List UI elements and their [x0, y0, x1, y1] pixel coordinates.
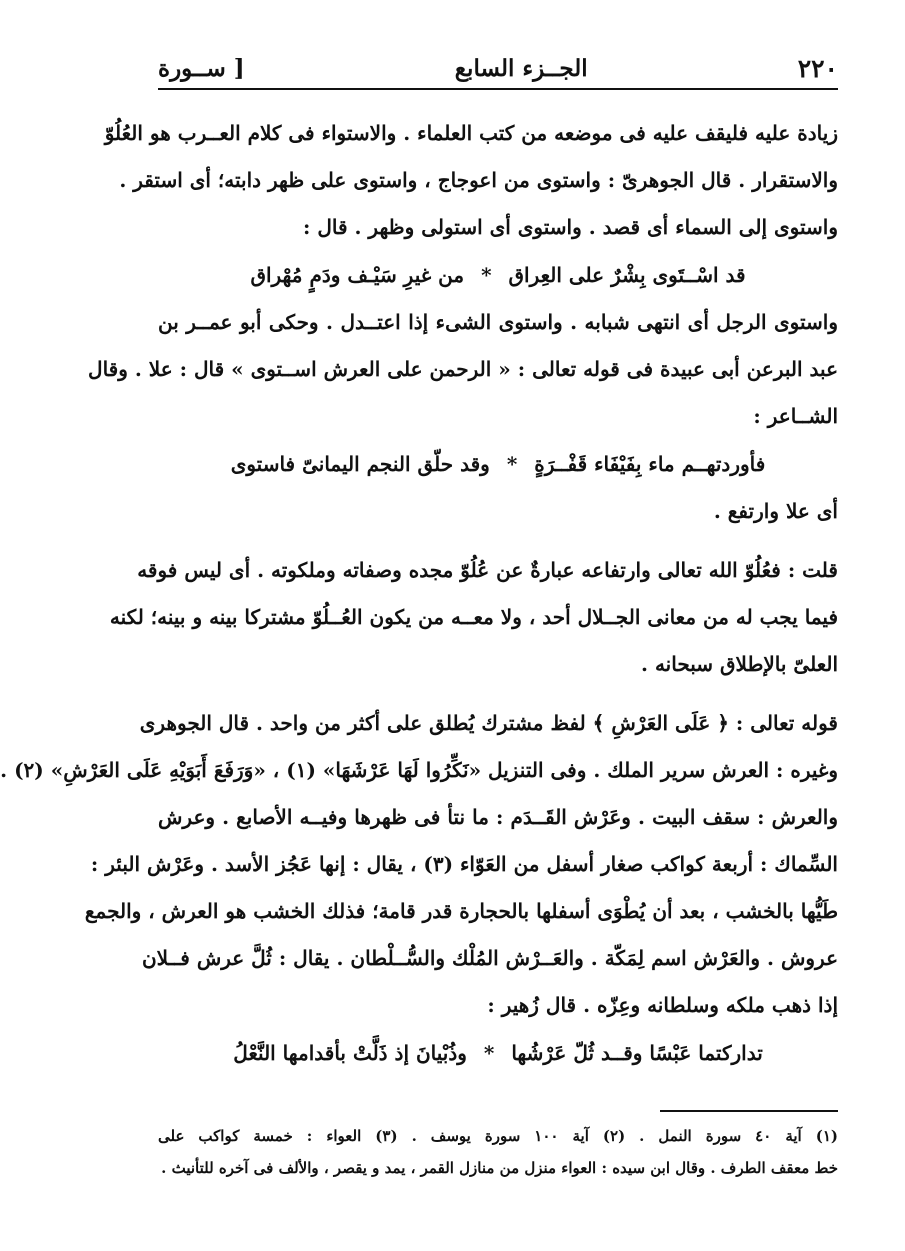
text-line: طَيُّها بالخشب ، بعد أن يُطْوَى أسفلها بالحجارة قدر قامة؛ فذلك الخشب هو العرش ، والجمع — [84, 899, 838, 923]
verse-separator-icon: * — [506, 452, 518, 476]
footnote-line: خط معقف الطرف . وقال ابن سيده : العواء منزل من منازل القمر ، يمد و يقصر ، والألف فى آخره للتأنيث . — [161, 1159, 838, 1177]
text-line: قلت : فعُلُوّ الله تعالى وارتفاعه عبارةٌ عن عُلُوّ مجده وصفاته وملكوته . أى ليس فوقه — [137, 558, 838, 582]
text-line: قوله تعالى : ﴿ عَلَى العَرْشِ ﴾ لفظ مشترك يُطلق على أكثر من واحد . قال الجوهرى — [139, 711, 838, 735]
verse-hemistich: فأوردتهــم ماء بِفَيْفَاء قَفْــرَةٍ — [534, 452, 766, 476]
text-line: الشــاعر : — [753, 404, 838, 428]
text-line: العلىّ بالإطلاق سبحانه . — [641, 652, 838, 676]
verse-hemistich: قد اسْــتَوى بِشْرٌ على العِراق — [508, 263, 746, 287]
poetry-verse — [158, 259, 838, 307]
text-line: والعرش : سقف البيت . وعَرْش القَــدَم : ما نتأ فى ظهرها وفيــه الأصابع . وعرش — [158, 805, 838, 829]
footnotes — [158, 1124, 838, 1188]
text-line: والاستقرار . قال الجوهرىّ : واستوى من اعوجاج ، واستوى على ظهر دابته؛ أى استقر . — [119, 168, 838, 192]
verse-hemistich: وذُبْيانَ إذ ذَلَّتْ بأقدامها النَّعْلُ — [233, 1041, 467, 1065]
running-header — [158, 48, 838, 90]
part-title: الجــزء السابع — [454, 54, 588, 82]
text-line: إذا ذهب ملكه وسلطانه وعِزّه . قال زُهير : — [487, 993, 838, 1017]
text-line: أى علا وارتفع . — [713, 499, 838, 523]
text-line: عبد البرعن أبى عبيدة فى قوله تعالى : « الرحمن على العرش اســتوى » قال : علا . وقال — [88, 357, 838, 381]
verse-hemistich: من غيرِ سَيْـف ودَمٍ مُهْراق — [250, 263, 465, 287]
text-line: زيادة عليه فليقف عليه فى موضعه من كتب العلماء . والاستواء فى كلام العــرب هو العُلُوّ — [104, 121, 838, 145]
page-number: ٢٢٠ — [797, 53, 838, 83]
verse-separator-icon: * — [481, 263, 492, 287]
text-line: عروش . والعَرْش اسم لِمَكّة . والعَــرْش المُلْك والسُّــلْطان . يقال : ثُلَّ عرش فــلان — [141, 946, 838, 970]
footnote-line: (١) آية ٤٠ سورة النمل . (٢) آية ١٠٠ سورة يوسف . (٣) العواء : خمسة كواكب على — [158, 1127, 838, 1145]
verse-hemistich: تداركتما عَبْسًا وقــد ثُلّ عَرْشُها — [511, 1041, 763, 1065]
text-line: واستوى الرجل أى انتهى شبابه . واستوى الشىء إذا اعتــدل . وحكى أبو عمــر بن — [158, 310, 838, 334]
poetry-verse — [158, 448, 838, 496]
main-text — [0, 118, 838, 1085]
text-line: فيما يجب له من معانى الجــلال أحد ، ولا معــه من يكون العُــلُوّ مشتركا بينه و بينه؛ لكنه — [109, 605, 838, 629]
verse-separator-icon: * — [483, 1041, 495, 1065]
surah-label: [ ســورة — [158, 54, 245, 82]
text-line: السِّماك : أربعة كواكب صغار أسفل من العَوّاء (٣) ، يقال : إنها عَجُز الأسد . وعَرْش البئر : — [90, 852, 838, 876]
footnote-divider — [660, 1110, 838, 1112]
verse-hemistich: وقد حلّق النجم اليمانىّ فاستوى — [230, 452, 490, 476]
poetry-verse — [158, 1037, 838, 1085]
text-line: واستوى إلى السماء أى قصد . واستوى أى استولى وظهر . قال : — [302, 215, 838, 239]
text-line: وغيره : العرش سرير الملك . وفى التنزيل «نَكِّرُوا لَهَا عَرْشَهَا» (١) ، «وَرَفَعَ أَبَوَيْهِ عَلَى العَرْشِ» (٢) . — [0, 758, 838, 782]
